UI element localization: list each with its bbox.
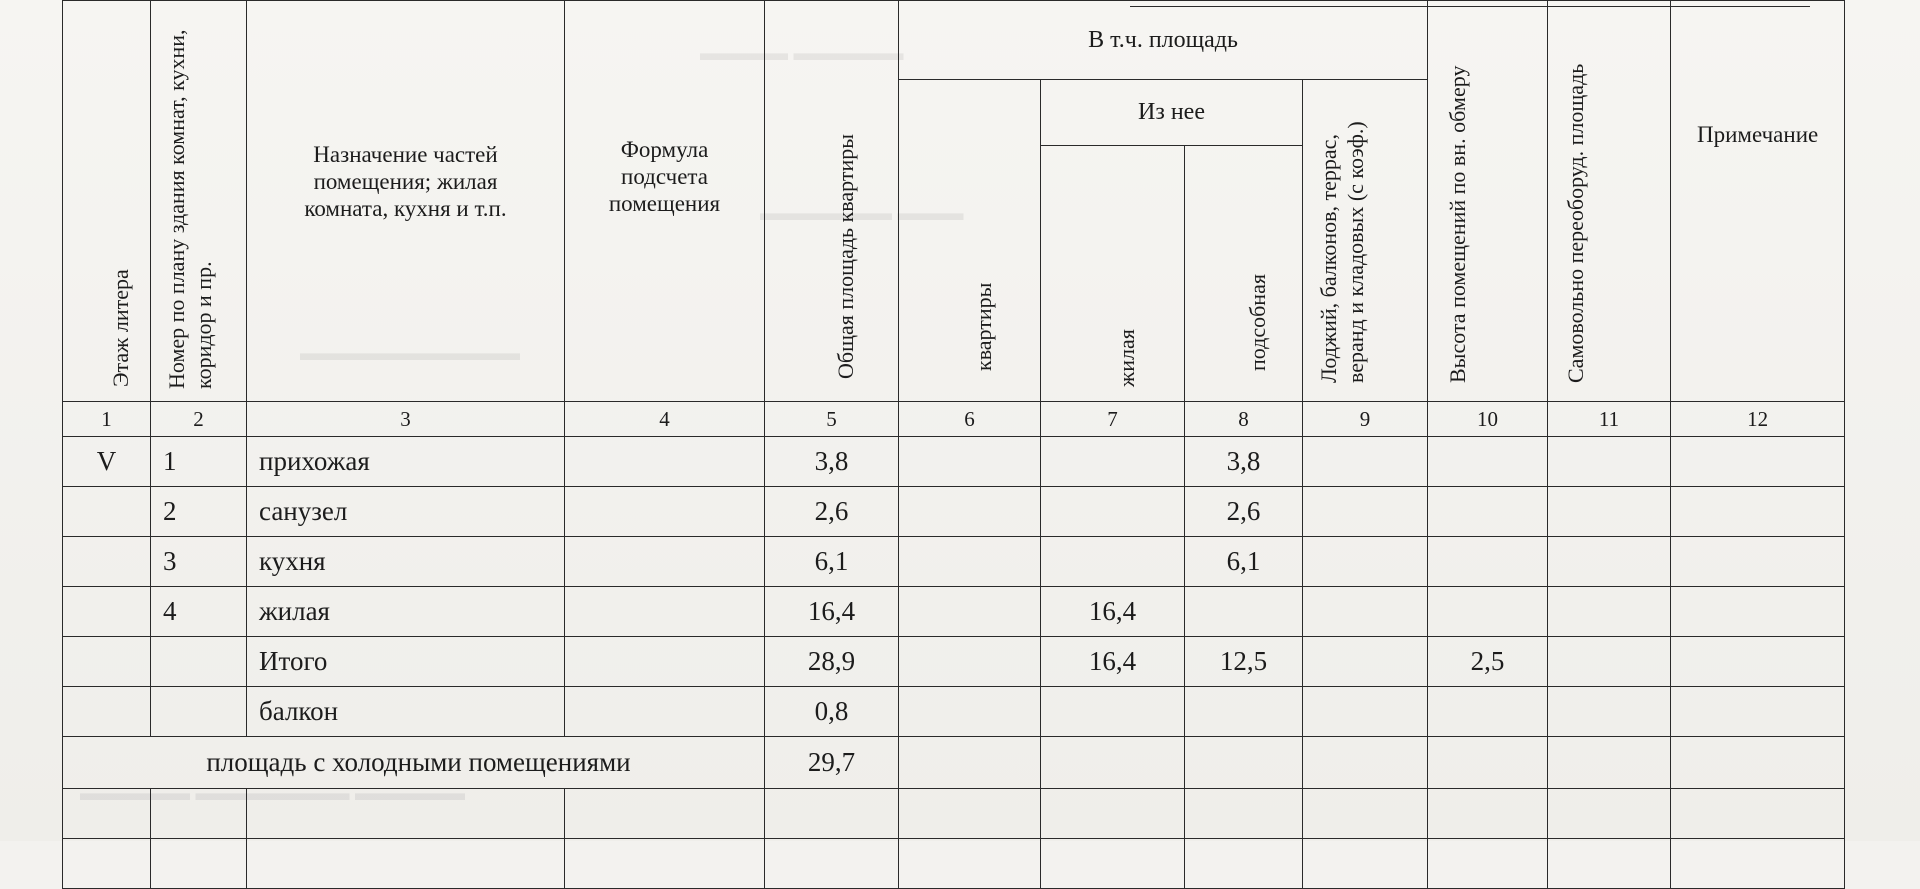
header-height bbox=[1428, 1, 1548, 402]
cell-unauthorized bbox=[1548, 487, 1671, 537]
cell-room-name: жилая bbox=[247, 587, 565, 637]
cell-note bbox=[1671, 487, 1845, 537]
empty-cell bbox=[1041, 789, 1185, 839]
cell-floor bbox=[63, 637, 151, 687]
cell-living bbox=[1041, 537, 1185, 587]
cell-note bbox=[1671, 587, 1845, 637]
balcony-area-value: 0,8 bbox=[765, 687, 899, 737]
cell-auxiliary bbox=[1185, 687, 1303, 737]
table-row bbox=[63, 487, 1845, 537]
cell-formula bbox=[565, 537, 765, 587]
cell-room-name: прихожая bbox=[247, 437, 565, 487]
empty-cell bbox=[1428, 789, 1548, 839]
cell-total-area: 3,8 bbox=[765, 437, 899, 487]
cell-height bbox=[1428, 487, 1548, 537]
column-number: 6 bbox=[899, 402, 1041, 437]
cell-apartment bbox=[899, 737, 1041, 789]
header-living-text: жилая bbox=[1113, 329, 1139, 387]
cell-height bbox=[1428, 687, 1548, 737]
cell-total-area: 16,4 bbox=[765, 587, 899, 637]
empty-cell bbox=[1041, 839, 1185, 889]
cell-loggias bbox=[1303, 537, 1428, 587]
cell-total-area: 6,1 bbox=[765, 537, 899, 587]
empty-cell bbox=[899, 839, 1041, 889]
cell-living: 16,4 bbox=[1041, 587, 1185, 637]
empty-cell bbox=[765, 839, 899, 889]
cell-note bbox=[1671, 537, 1845, 587]
empty-cell bbox=[1428, 839, 1548, 889]
empty-cell bbox=[63, 789, 151, 839]
cell-height bbox=[1428, 537, 1548, 587]
total-label: Итого bbox=[247, 637, 565, 687]
empty-cell bbox=[1185, 789, 1303, 839]
header-auxiliary bbox=[1185, 146, 1303, 402]
table-row bbox=[63, 587, 1845, 637]
table-row bbox=[63, 537, 1845, 587]
table-row bbox=[63, 437, 1845, 487]
header-living bbox=[1041, 146, 1185, 402]
cell-room-number bbox=[151, 637, 247, 687]
cell-room-name: кухня bbox=[247, 537, 565, 587]
total-height-value: 2,5 bbox=[1428, 637, 1548, 687]
cold-area-label: площадь с холодными помещениями bbox=[63, 737, 765, 789]
cell-loggias bbox=[1303, 637, 1428, 687]
cell-apartment bbox=[899, 487, 1041, 537]
cell-floor bbox=[63, 587, 151, 637]
header-room-number bbox=[151, 1, 247, 402]
total-row bbox=[63, 637, 1845, 687]
empty-cell bbox=[1185, 839, 1303, 889]
column-number: 4 bbox=[565, 402, 765, 437]
cell-unauthorized bbox=[1548, 437, 1671, 487]
cell-total-area: 2,6 bbox=[765, 487, 899, 537]
cell-loggias bbox=[1303, 437, 1428, 487]
empty-row bbox=[63, 839, 1845, 889]
column-number-row bbox=[63, 402, 1845, 437]
cell-apartment bbox=[899, 687, 1041, 737]
empty-cell bbox=[1548, 839, 1671, 889]
column-number: 8 bbox=[1185, 402, 1303, 437]
cell-room-number: 4 bbox=[151, 587, 247, 637]
cell-floor: V bbox=[63, 437, 151, 487]
column-number: 5 bbox=[765, 402, 899, 437]
cell-note bbox=[1671, 437, 1845, 487]
empty-cell bbox=[1671, 839, 1845, 889]
header-incl-area bbox=[899, 1, 1428, 80]
cell-apartment bbox=[899, 437, 1041, 487]
cell-floor bbox=[63, 537, 151, 587]
cell-living bbox=[1041, 487, 1185, 537]
cell-note bbox=[1671, 637, 1845, 687]
cell-living bbox=[1041, 687, 1185, 737]
empty-cell bbox=[151, 839, 247, 889]
cell-floor bbox=[63, 687, 151, 737]
empty-cell bbox=[565, 789, 765, 839]
cell-height bbox=[1428, 437, 1548, 487]
cell-auxiliary: 2,6 bbox=[1185, 487, 1303, 537]
header-note-text: Примечание bbox=[1697, 122, 1819, 147]
header-loggias-text: Лоджий, балконов, террас, веранд и кладовых (с коэф.) bbox=[1316, 121, 1368, 383]
bleed-through-text: ▬▬▬▬▬ ▬▬▬▬▬▬▬ ▬▬▬▬▬ bbox=[80, 780, 465, 805]
cell-room-name: санузел bbox=[247, 487, 565, 537]
header-floor-letter-text: Этаж литера bbox=[107, 269, 133, 387]
column-number: 11 bbox=[1548, 402, 1671, 437]
bleed-through-text: ▬▬▬▬ ▬▬▬▬▬ bbox=[700, 40, 904, 65]
cell-unauthorized bbox=[1548, 587, 1671, 637]
cell-formula bbox=[565, 587, 765, 637]
cell-unauthorized bbox=[1548, 737, 1671, 789]
header-room-purpose-text: Назначение частей помещения; жилая комната, кухня и т.п. bbox=[304, 141, 507, 221]
empty-cell bbox=[151, 789, 247, 839]
empty-cell bbox=[899, 789, 1041, 839]
cell-apartment bbox=[899, 587, 1041, 637]
cell-apartment bbox=[899, 637, 1041, 687]
total-area-value: 28,9 bbox=[765, 637, 899, 687]
cell-loggias bbox=[1303, 487, 1428, 537]
header-of-which-text: Из нее bbox=[1138, 99, 1205, 125]
total-auxiliary-value: 12,5 bbox=[1185, 637, 1303, 687]
empty-cell bbox=[63, 839, 151, 889]
empty-cell bbox=[765, 789, 899, 839]
column-number: 1 bbox=[63, 402, 151, 437]
cell-auxiliary: 6,1 bbox=[1185, 537, 1303, 587]
header-loggias bbox=[1303, 80, 1428, 402]
cell-room-number: 3 bbox=[151, 537, 247, 587]
column-number: 12 bbox=[1671, 402, 1845, 437]
cell-loggias bbox=[1303, 687, 1428, 737]
empty-cell bbox=[247, 839, 565, 889]
cell-auxiliary bbox=[1185, 737, 1303, 789]
header-formula bbox=[565, 1, 765, 402]
cell-unauthorized bbox=[1548, 687, 1671, 737]
cell-living bbox=[1041, 737, 1185, 789]
column-number: 3 bbox=[247, 402, 565, 437]
cell-room-number: 1 bbox=[151, 437, 247, 487]
column-number: 10 bbox=[1428, 402, 1548, 437]
column-number: 2 bbox=[151, 402, 247, 437]
cell-room-number bbox=[151, 687, 247, 737]
cell-floor bbox=[63, 487, 151, 537]
cold-area-row bbox=[63, 737, 1845, 789]
empty-cell bbox=[1548, 789, 1671, 839]
cell-formula bbox=[565, 437, 765, 487]
header-note bbox=[1671, 1, 1845, 402]
empty-row bbox=[63, 789, 1845, 839]
balcony-row bbox=[63, 687, 1845, 737]
empty-cell bbox=[1303, 839, 1428, 889]
cell-note bbox=[1671, 687, 1845, 737]
header-total-area bbox=[765, 1, 899, 402]
header-room-number-text: Номер по плану здания комнат, кухни, коридор и пр. bbox=[164, 29, 216, 389]
balcony-label: балкон bbox=[247, 687, 565, 737]
cell-height bbox=[1428, 587, 1548, 637]
empty-cell bbox=[1303, 789, 1428, 839]
header-height-text: Высота помещений по вн. обмеру bbox=[1445, 65, 1470, 383]
cell-formula bbox=[565, 637, 765, 687]
header-incl-area-text: В т.ч. площадь bbox=[1088, 26, 1238, 53]
bleed-through-text: ▬▬▬▬▬▬ ▬▬▬ bbox=[760, 200, 964, 225]
cell-unauthorized bbox=[1548, 537, 1671, 587]
header-floor-letter bbox=[63, 1, 151, 402]
cell-height bbox=[1428, 737, 1548, 789]
header-unauthorized-area-text: Самовольно переоборуд. площадь bbox=[1563, 63, 1588, 383]
header-unauthorized-area bbox=[1548, 1, 1671, 402]
cell-auxiliary: 3,8 bbox=[1185, 437, 1303, 487]
header-apartment bbox=[899, 80, 1041, 402]
room-area-table bbox=[62, 0, 1845, 889]
cell-formula bbox=[565, 487, 765, 537]
cell-room-number: 2 bbox=[151, 487, 247, 537]
header-auxiliary-text: подсобная bbox=[1244, 274, 1270, 371]
cell-apartment bbox=[899, 537, 1041, 587]
empty-cell bbox=[1671, 789, 1845, 839]
cell-formula bbox=[565, 687, 765, 737]
cell-auxiliary bbox=[1185, 587, 1303, 637]
cell-living bbox=[1041, 437, 1185, 487]
column-number: 7 bbox=[1041, 402, 1185, 437]
bleed-through-text: ▬▬▬▬▬▬▬▬▬▬ bbox=[300, 340, 520, 365]
header-room-purpose bbox=[247, 1, 565, 402]
header-apartment-text: квартиры bbox=[970, 282, 996, 371]
header-formula-text: Формула подсчета помещения bbox=[608, 136, 721, 216]
total-living-value: 16,4 bbox=[1041, 637, 1185, 687]
cell-note bbox=[1671, 737, 1845, 789]
cell-loggias bbox=[1303, 737, 1428, 789]
column-number: 9 bbox=[1303, 402, 1428, 437]
empty-cell bbox=[565, 839, 765, 889]
header-total-area-text: Общая площадь квартиры bbox=[832, 133, 858, 379]
header-of-which bbox=[1041, 80, 1303, 146]
empty-cell bbox=[247, 789, 565, 839]
cold-area-value: 29,7 bbox=[765, 737, 899, 789]
cell-unauthorized bbox=[1548, 637, 1671, 687]
cell-loggias bbox=[1303, 587, 1428, 637]
